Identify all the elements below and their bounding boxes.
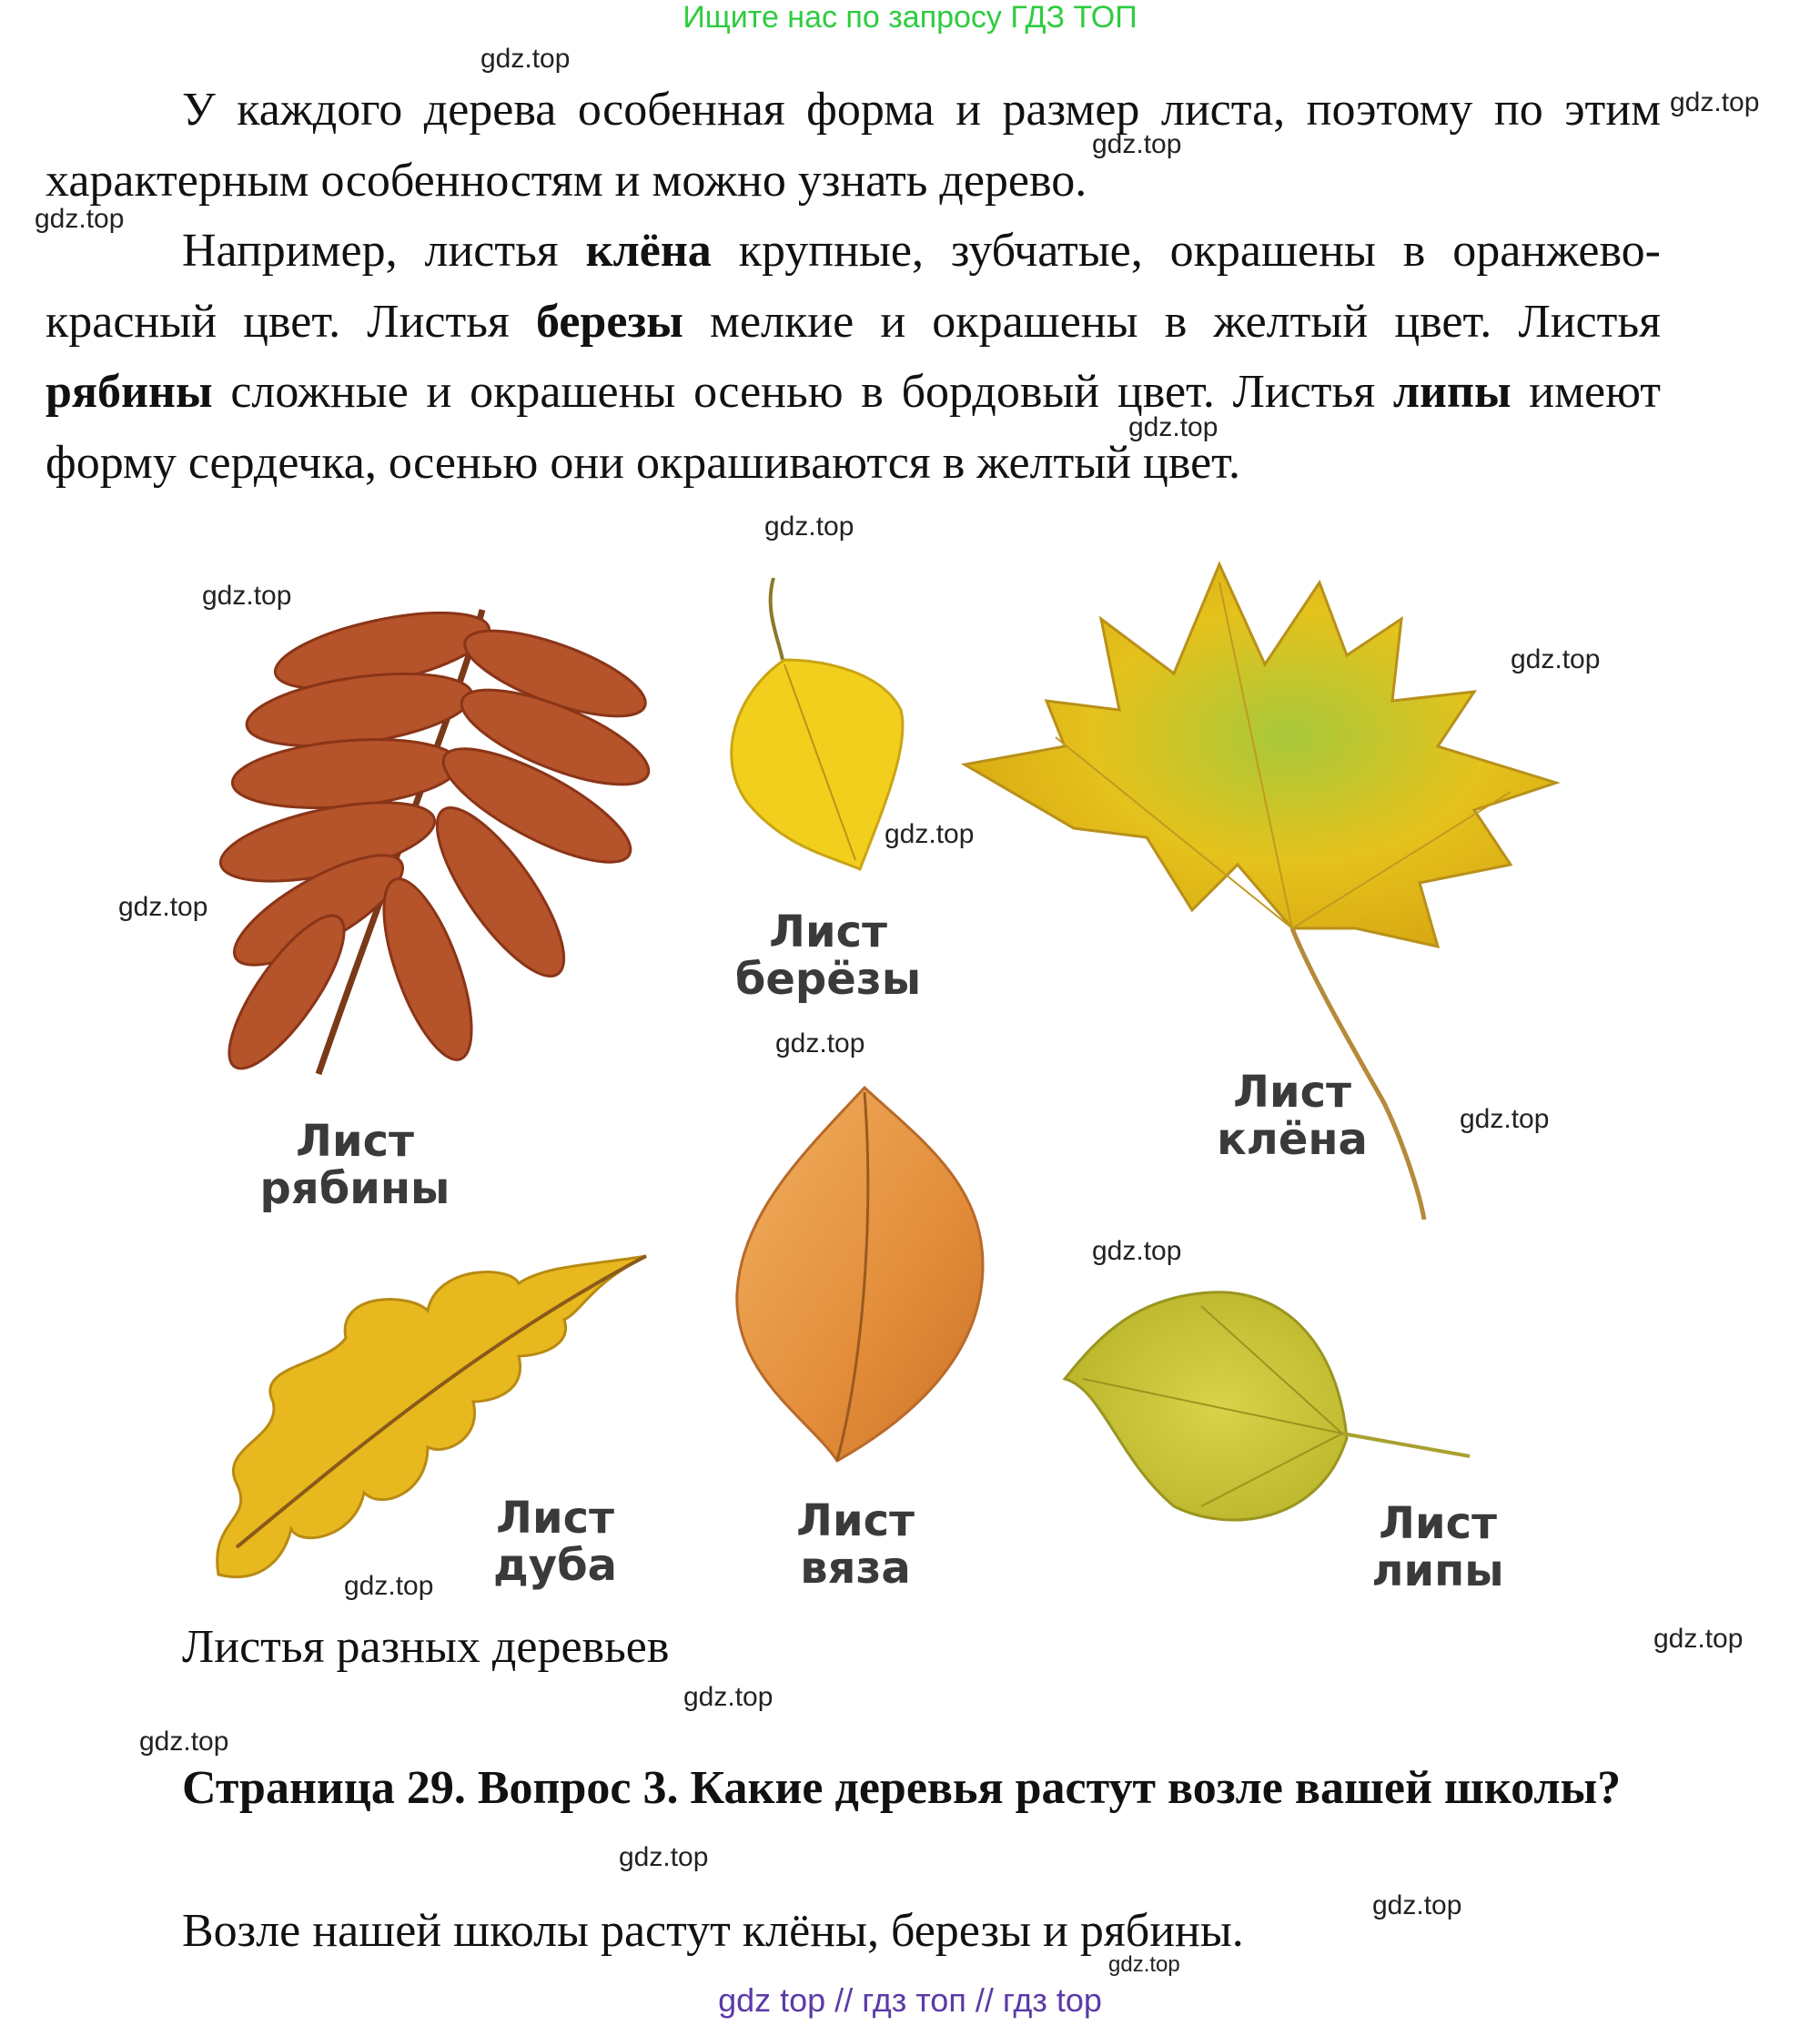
example-text-5: имеют форму сердечка, осенью они окрашиваются в желтый цвет. [46,366,1661,489]
intro-text: У каждого дерева особенная форма и размер листа, поэтому по этим характерным особенностям и можно узнать дерево. [46,84,1661,207]
question-text: Страница 29. Вопрос 3. Какие деревья растут возле вашей школы? [182,1762,1622,1814]
watermark: gdz.top [35,204,125,234]
elm-leaf-image [728,1083,992,1465]
label-linden-line2: липы [1371,1545,1504,1596]
label-elm-line2: вяза [800,1543,911,1594]
example-text-4: сложные и окрашены осенью в бордовый цвет. Листья [212,366,1393,418]
label-maple [1174,1069,1410,1163]
label-linden [1338,1500,1538,1595]
answer-text: Возле нашей школы растут клёны, березы и рябины. [182,1905,1244,1957]
label-birch [692,908,965,1003]
label-linden-line1: Лист [1379,1498,1497,1549]
label-elm [755,1497,956,1592]
label-oak-line1: Лист [496,1493,614,1544]
label-elm-line1: Лист [796,1495,915,1546]
footer-links[interactable]: gdz top // гдз топ // гдз top [718,1981,1102,2019]
example-paragraph [46,216,1661,498]
linden-leaf-image [1065,1279,1474,1534]
example-text-2: крупные, зубчатые, окрашены в оранжево-красный цвет. Листья [46,225,1661,348]
example-text-1: Например, листья [182,225,586,277]
watermark: gdz.top [764,512,854,542]
example-text-3: мелкие и окрашены в желтый цвет. Листья [682,295,1661,348]
label-oak [460,1494,651,1589]
watermark: gdz.top [1653,1624,1744,1654]
watermark: gdz.top [1092,129,1182,159]
watermark: gdz.top [1511,644,1601,674]
term-maple: клёна [585,225,712,277]
label-maple-line1: Лист [1233,1067,1351,1118]
label-maple-line2: клёна [1217,1114,1368,1165]
term-rowan: рябины [46,366,213,418]
term-linden: липы [1392,366,1512,418]
rowan-leaf-image [209,601,664,1110]
watermark: gdz.top [344,1571,434,1601]
watermark: gdz.top [775,1028,865,1059]
label-rowan-line1: Лист [296,1116,414,1167]
watermark: gdz.top [118,892,208,922]
search-banner: Ищите нас по запросу ГДЗ ТОП [682,0,1138,35]
question-heading [46,1753,1661,1824]
watermark: gdz.top [480,44,571,74]
watermark: gdz.top [202,581,292,611]
watermark: gdz.top [1670,87,1760,117]
label-birch-line2: берёзы [734,954,922,1005]
label-rowan [209,1118,500,1212]
watermark: gdz.top [1108,1952,1180,1977]
watermark: gdz.top [1460,1104,1550,1134]
watermark: gdz.top [683,1682,774,1712]
watermark: gdz.top [619,1842,709,1872]
figure-caption: Листья разных деревьев [182,1621,670,1673]
watermark: gdz.top [1372,1890,1462,1920]
term-birch: березы [536,295,683,348]
label-oak-line2: дуба [493,1540,617,1591]
watermark: gdz.top [1128,412,1218,442]
watermark: gdz.top [139,1727,229,1757]
watermark: gdz.top [1092,1236,1182,1266]
watermark: gdz.top [885,819,975,849]
label-birch-line1: Лист [769,907,887,957]
intro-paragraph [46,75,1661,216]
label-rowan-line2: рябины [259,1163,450,1214]
